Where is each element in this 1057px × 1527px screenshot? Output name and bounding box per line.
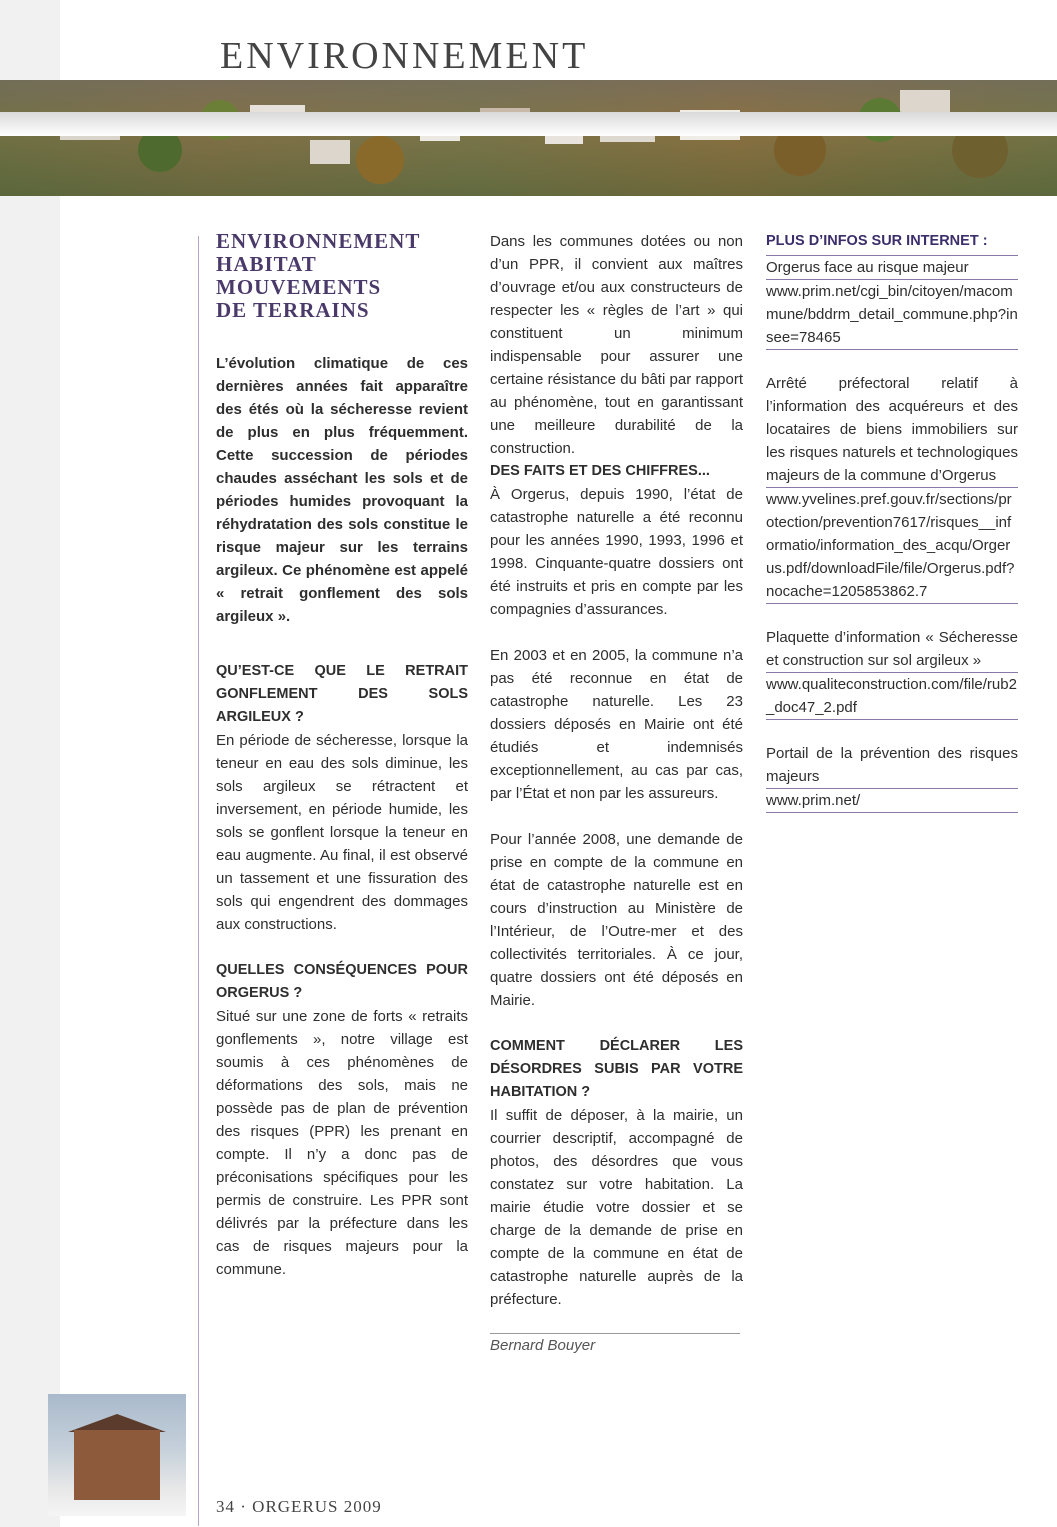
link-block bbox=[766, 742, 1018, 813]
body-paragraph: Il suffit de déposer, à la mairie, un courrier descriptif, accompagné de photos, des désordres que vous constatez sur votre habitation. La mairie étudie votre dossier et se charge de la demande de prise en compte de la commune en état de catastrophe naturelle auprès de la préfecture. bbox=[490, 1107, 743, 1308]
banner-shadow bbox=[0, 112, 1057, 136]
link-block bbox=[766, 256, 1018, 350]
column-3 bbox=[766, 230, 1018, 835]
column-rule bbox=[198, 236, 199, 1526]
link-label: Orgerus face au risque majeur bbox=[766, 256, 1018, 280]
lead-paragraph: L’évolution climatique de ces dernières années fait apparaître des étés où la sécheresse revient de plus en plus fréquemment. Cette succession de périodes chaudes asséchant les sols et de périodes humides provoquant la réhydratation des sols constitue le risque majeur sur les terrains argileux. Ce phénomène est appelé « retrait gonflement des sols argileux ». bbox=[216, 355, 468, 625]
author-signature: Bernard Bouyer bbox=[490, 1337, 596, 1354]
body-paragraph: En période de sécheresse, lorsque la teneur en eau des sols diminue, les sols argileux se rétractent et inversement, en période humide, les sols se gonflent lorsque la teneur en eau augmente. Au final, il est observé un tassement et une fissuration des sols qui engendrent des dommages aux constructions. bbox=[216, 732, 468, 933]
body-paragraph: Pour l’année 2008, une demande de prise en compte de la commune en état de catastrophe naturelle est en cours d’instruction au Ministère de l’Intérieur, de l’Outre-mer et des collectivités territoriales. À ce jour, quatre dossiers ont été déposés en Mairie. bbox=[490, 831, 743, 1009]
rooftops-illustration bbox=[0, 80, 1057, 196]
subheading: QUELLES CONSÉQUENCES POUR ORGERUS ? bbox=[216, 962, 468, 1001]
title-line: DE TERRAINS bbox=[216, 298, 370, 322]
column-2 bbox=[490, 230, 743, 1357]
subheading: QU’EST-CE QUE LE RETRAIT GONFLEMENT DES SOLS ARGILEUX ? bbox=[216, 663, 468, 725]
page-margin bbox=[0, 0, 60, 1527]
body-paragraph: Situé sur une zone de forts « retraits gonflements », notre village est soumis à ces phénomènes de déformations des sols, mais ne possède pas de plan de prévention des risques (PPR) les prenant en compte. Il n’y a donc pas de préconisations spécifiques pour les permis de construire. Les PPR sont délivrés par la préfecture dans les cas de risques majeurs pour la commune. bbox=[216, 1008, 468, 1278]
aerial-photo-banner bbox=[0, 80, 1057, 196]
link-label: Arrêté préfectoral relatif à l’information des acquéreurs et des locataires de biens immobiliers sur les risques naturels et technologiques majeurs de la commune d’Orgerus bbox=[766, 372, 1018, 488]
body-paragraph: À Orgerus, depuis 1990, l’état de catastrophe naturelle a été reconnu pour les années 1990, 1993, 1996 et 1998. Cinquante-quatre dossiers ont été instruits et pris en compte par les compagnies d’assurances. bbox=[490, 486, 743, 618]
link-url[interactable]: www.prim.net/ bbox=[766, 789, 1018, 813]
section-title: ENVIRONNEMENT bbox=[220, 35, 589, 77]
building bbox=[74, 1430, 160, 1500]
link-block bbox=[766, 626, 1018, 720]
page-folio: 34 · ORGERUS 2009 bbox=[216, 1497, 382, 1516]
column-1 bbox=[216, 230, 468, 1281]
title-line: MOUVEMENTS bbox=[216, 275, 382, 299]
infos-title: PLUS D’INFOS SUR INTERNET : bbox=[766, 230, 1018, 256]
body-paragraph: Dans les communes dotées ou non d’un PPR, il convient aux maîtres d’ouvrage et/ou aux constructeurs de respecter les « règles de l’art » qui constituent un minimum indispensable pour assurer une certaine résistance du bâti par rapport au phénomène, tout en garantissant une meilleure durabilité de la construction. bbox=[490, 233, 743, 457]
subheading: DES FAITS ET DES CHIFFRES... bbox=[490, 463, 710, 479]
link-label: Portail de la prévention des risques majeurs bbox=[766, 742, 1018, 789]
link-block bbox=[766, 372, 1018, 604]
body-paragraph: En 2003 et en 2005, la commune n’a pas été reconnue en état de catastrophe naturelle. Les 23 dossiers déposés en Mairie ont été étudiés et indemnisés exceptionnellement, au cas par cas, par l’État et non par les assureurs. bbox=[490, 647, 743, 802]
link-url[interactable]: www.prim.net/cgi_bin/citoyen/macommune/bddrm_detail_commune.php?insee=78465 bbox=[766, 280, 1018, 350]
town-hall-photo bbox=[48, 1394, 186, 1516]
title-line: ENVIRONNEMENT bbox=[216, 229, 421, 253]
link-url[interactable]: www.qualiteconstruction.com/file/rub2_doc47_2.pdf bbox=[766, 673, 1018, 720]
title-line: HABITAT bbox=[216, 252, 317, 276]
article-title bbox=[216, 230, 468, 322]
link-label: Plaquette d’information « Sécheresse et construction sur sol argileux » bbox=[766, 626, 1018, 673]
link-url[interactable]: www.yvelines.pref.gouv.fr/sections/protection/prevention7617/risques__informatio/information_des_acqu/Orgerus.pdf/downloadFile/file/Orgerus.pdf?nocache=1205853862.7 bbox=[766, 488, 1018, 604]
subheading: COMMENT DÉCLARER LES DÉSORDRES SUBIS PAR VOTRE HABITATION ? bbox=[490, 1038, 743, 1100]
